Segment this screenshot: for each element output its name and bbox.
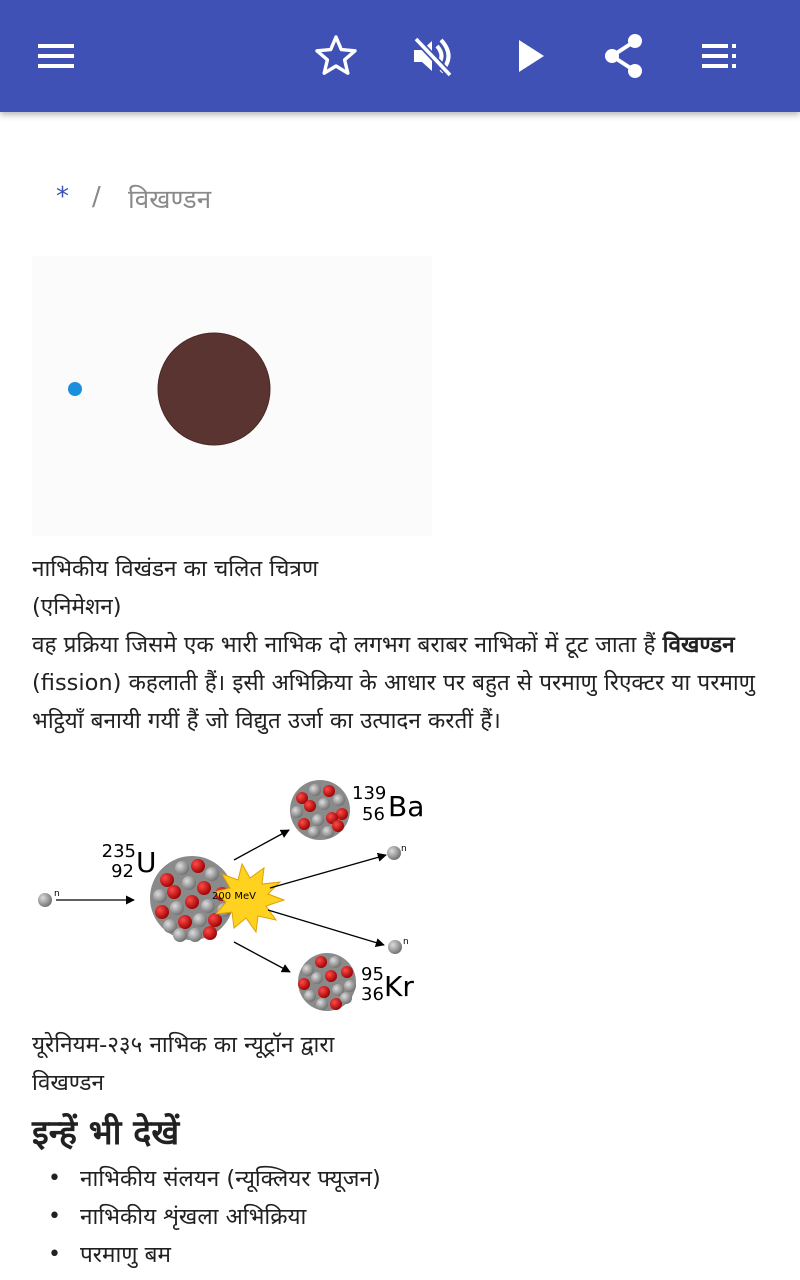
see-also-link-fusion[interactable]: • नाभिकीय संलयन (न्यूक्लियर फ्यूजन) bbox=[0, 1160, 800, 1198]
krypton-atomic: 36 bbox=[361, 984, 384, 1005]
share-icon[interactable] bbox=[598, 30, 650, 82]
barium-mass: 139 bbox=[352, 783, 387, 804]
emitted-neutron-2 bbox=[388, 940, 402, 954]
nucleus-circle bbox=[158, 333, 270, 445]
emitted-neutron-1 bbox=[387, 846, 401, 860]
breadcrumb-current: विखण्डन bbox=[128, 185, 212, 215]
volume-off-icon[interactable] bbox=[406, 30, 458, 82]
incoming-neutron-label: n bbox=[54, 889, 60, 899]
animation-caption: नाभिकीय विखंडन का चलित चित्रण (एनिमेशन) bbox=[32, 556, 319, 620]
see-also-list bbox=[0, 1160, 800, 1274]
neutron-dot bbox=[68, 382, 82, 396]
paragraph-text: (fission) कहलाती हैं। इसी अभिक्रिया के आधार पर बहुत से परमाणु रिएक्टर या परमाणु भट्ठियाँ बनायी गयीं हैं जो विद्युत उर्जा का उत्पादन करतीं हैं। bbox=[32, 670, 755, 734]
paragraph-lead: वह प्रक्रिया जिसमे एक भारी नाभिक दो लगभग बराबर नाभिकों में टूट जाता हैं bbox=[32, 632, 663, 658]
app-bar bbox=[0, 0, 800, 112]
barium-nucleus bbox=[290, 780, 350, 840]
krypton-mass: 95 bbox=[361, 964, 384, 985]
fission-animation bbox=[32, 256, 432, 536]
emitted-neutron-1-label: n bbox=[401, 844, 407, 854]
krypton-symbol: Kr bbox=[384, 970, 414, 1003]
menu-icon[interactable] bbox=[30, 30, 82, 82]
breadcrumb-home[interactable]: * bbox=[56, 182, 69, 212]
krypton-nucleus bbox=[298, 953, 356, 1011]
barium-atomic: 56 bbox=[362, 804, 385, 825]
see-also-link-atom-bomb[interactable]: • परमाणु बम bbox=[0, 1236, 800, 1274]
emitted-neutron-2-label: n bbox=[403, 937, 409, 947]
see-also-heading: इन्हें भी देखें bbox=[32, 1113, 180, 1153]
star-outline-icon[interactable] bbox=[310, 30, 362, 82]
paragraph-bold-term: विखण्डन bbox=[662, 632, 735, 658]
see-also-link-chain-reaction[interactable]: • नाभिकीय शृंखला अभिक्रिया bbox=[0, 1198, 800, 1236]
breadcrumb-separator: / bbox=[92, 182, 101, 212]
list-icon[interactable] bbox=[694, 30, 746, 82]
barium-symbol: Ba bbox=[388, 790, 425, 823]
play-icon[interactable] bbox=[504, 30, 556, 82]
energy-label: 200 MeV bbox=[212, 891, 256, 902]
uranium-mass: 235 bbox=[101, 841, 136, 862]
definition-paragraph bbox=[32, 626, 772, 740]
incoming-neutron bbox=[38, 893, 52, 907]
uranium-atomic: 92 bbox=[111, 861, 134, 882]
diagram-caption: यूरेनियम-२३५ नाभिक का न्यूट्रॉन द्वारा विखण्डन bbox=[32, 1032, 335, 1096]
fission-diagram bbox=[32, 770, 442, 1010]
uranium-symbol: U bbox=[136, 846, 157, 879]
